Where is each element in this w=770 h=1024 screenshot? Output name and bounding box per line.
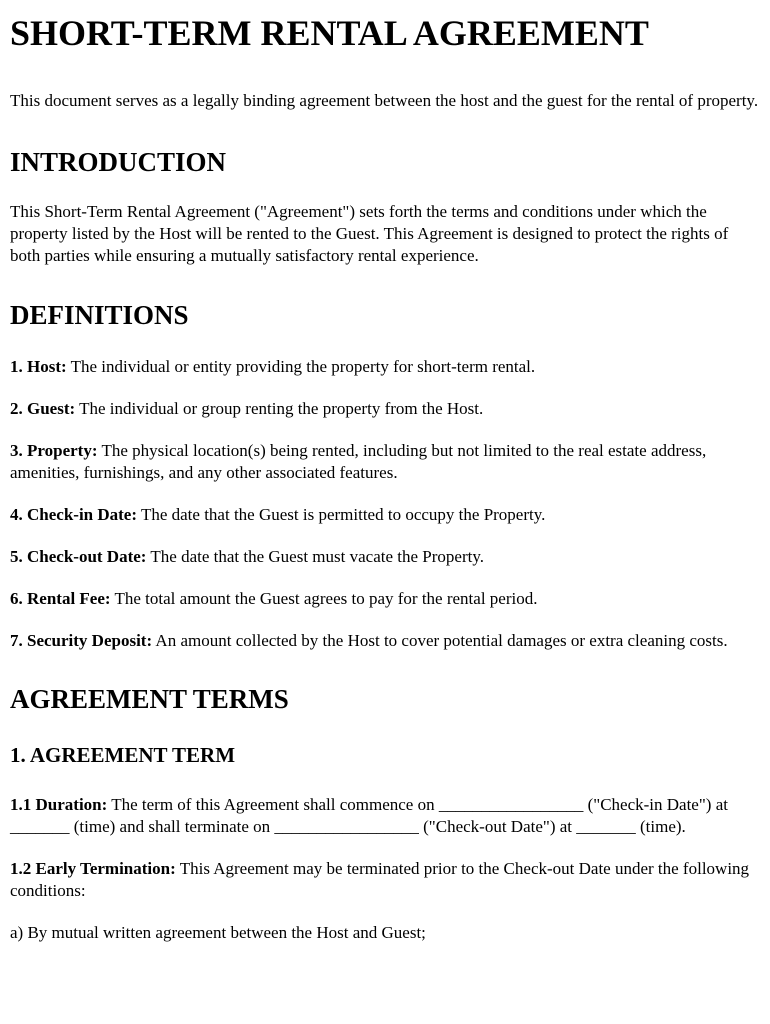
agreement-terms-heading: AGREEMENT TERMS (10, 684, 289, 714)
definition-term: 2. Guest: (10, 399, 76, 418)
term-item-duration (10, 794, 760, 838)
definition-term: 4. Check-in Date: (10, 505, 138, 524)
definition-term: 7. Security Deposit: (10, 631, 153, 650)
document-title: SHORT-TERM RENTAL AGREEMENT (10, 13, 649, 53)
intro-paragraph: This document serves as a legally binding agreement between the host and the guest for the rental of property. (10, 91, 759, 110)
definition-term: 3. Property: (10, 441, 98, 460)
definition-term: 1. Host: (10, 357, 67, 376)
termination-clause-a: a) By mutual written agreement between the Host and Guest; (10, 923, 426, 942)
definition-item-check-in-date (10, 504, 760, 526)
definition-text: The individual or entity providing the property for short-term rental. (66, 357, 536, 376)
definition-text: The total amount the Guest agrees to pay for the rental period. (110, 589, 538, 608)
introduction-heading: INTRODUCTION (10, 147, 227, 177)
definition-item-host (10, 356, 760, 378)
definition-term: 6. Rental Fee: (10, 589, 111, 608)
definition-term: 5. Check-out Date: (10, 547, 147, 566)
definition-item-rental-fee (10, 588, 760, 610)
definition-text: The date that the Guest is permitted to occupy the Property. (137, 505, 546, 524)
definition-item-property (10, 440, 760, 484)
term-text: The term of this Agreement shall commence on _________________ ("Check-in Date") at _______ (time) and shall terminate on _________________ ("Check-out Date") at _______ (time). (10, 795, 728, 836)
term-label: 1.1 Duration: (10, 795, 108, 814)
introduction-body: This Short-Term Rental Agreement ("Agreement") sets forth the terms and conditions under which the property listed by the Host will be rented to the Guest. This Agreement is designed to protect the rights of both parties while ensuring a mutually satisfactory rental experience. (10, 202, 729, 265)
definition-item-check-out-date (10, 546, 760, 568)
definition-item-security-deposit (10, 630, 760, 652)
term-text: This Agreement may be terminated prior to the Check-out Date under the following conditions: (10, 859, 750, 900)
definition-text: The physical location(s) being rented, including but not limited to the real estate address, amenities, furnishings, and any other associated features. (10, 441, 707, 482)
term-item-early-termination (10, 858, 760, 902)
term-label: 1.2 Early Termination: (10, 859, 176, 878)
agreement-term-subheading: 1. AGREEMENT TERM (10, 743, 236, 767)
definition-text: The individual or group renting the property from the Host. (75, 399, 484, 418)
definition-item-guest (10, 398, 760, 420)
definition-text: An amount collected by the Host to cover potential damages or extra cleaning costs. (152, 631, 728, 650)
definitions-heading: DEFINITIONS (10, 300, 189, 330)
definition-text: The date that the Guest must vacate the Property. (146, 547, 484, 566)
